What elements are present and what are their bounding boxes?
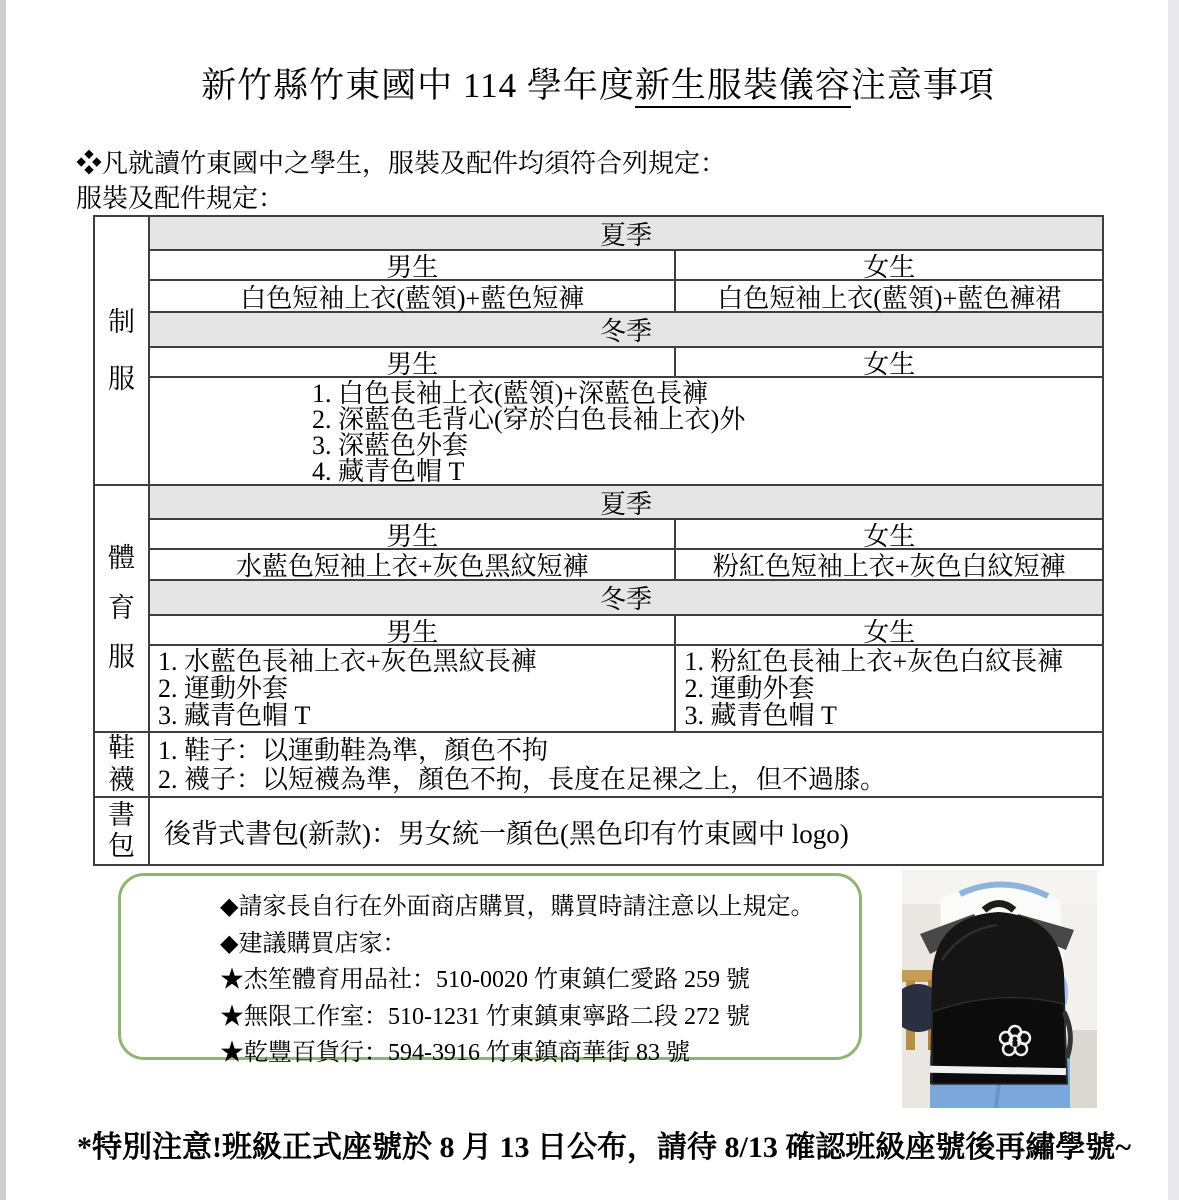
table-section-bag: [95, 798, 1102, 864]
uniform-winter-item: 2. 深藍色毛背心(穿於白色長袖上衣)外: [312, 405, 746, 434]
season-header-summer: 夏季: [150, 486, 1102, 518]
shoes-item: 1. 鞋子：以運動鞋為準，顏色不拘: [158, 736, 549, 765]
gender-header-male: 男生: [150, 348, 676, 376]
uniform-winter-header-row: [150, 313, 1102, 348]
uniform-winter-item: 1. 白色長袖上衣(藍領)+深藍色長褲: [312, 379, 708, 408]
right-edge-strip: [1168, 0, 1179, 1200]
row-header-pe: [95, 486, 150, 731]
uniform-summer-gender-row: [150, 251, 1102, 281]
purchase-store-line: ★無限工作室：510-1231 竹東鎮東寧路二段 272 號: [220, 1003, 750, 1030]
pe-summer-male: 水藍色短袖上衣+灰色黑紋短褲: [150, 550, 676, 579]
pe-winter-male-items: [150, 646, 676, 731]
gender-header-male: 男生: [150, 616, 676, 644]
row-header-uniform-label: 制服: [108, 306, 135, 394]
row-header-bag: [95, 798, 150, 864]
purchase-store-line: ★乾豐百貨行：594-3916 竹東鎮商華街 83 號: [220, 1040, 690, 1066]
uniform-summer-content-row: [150, 281, 1102, 313]
purchase-note-line: ◆建議購買店家：: [220, 930, 407, 957]
shoes-content-row: [150, 733, 1102, 796]
season-header-summer: 夏季: [150, 217, 1102, 249]
uniform-rows: [150, 217, 1102, 484]
uniform-summer-header-row: [150, 217, 1102, 251]
dress-code-table: [93, 215, 1104, 866]
shoes-rows: [150, 733, 1102, 796]
title-underlined: 新生服裝儀容: [635, 66, 851, 108]
row-header-pe-label: 體育服: [108, 542, 135, 673]
gender-header-female: 女生: [863, 349, 916, 379]
season-header-winter: 冬季: [150, 581, 1102, 614]
purchase-store-line: ★杰笙體育用品社：510-0020 竹東鎮仁愛路 259 號: [220, 967, 750, 993]
pe-winter-male-item: 3. 藏青色帽 T: [158, 701, 311, 730]
gender-header-female: 女生: [863, 252, 916, 282]
row-header-shoes-label: 鞋襪: [108, 733, 135, 795]
purchase-info-content: [121, 876, 859, 1072]
intro-line-2: 服裝及配件規定：: [76, 184, 285, 213]
uniform-winter-gender-row: [150, 348, 1102, 378]
gender-header-female: 女生: [863, 521, 916, 551]
left-edge-strip: [0, 0, 6, 1200]
bag-text: 後背式書包(新款)：男女統一顏色(黑色印有竹東國中 logo): [164, 818, 849, 849]
intro-text: [76, 146, 726, 216]
pe-winter-gender-row: [150, 616, 1102, 646]
intro-line-1: ❖凡就讀竹東國中之學生，服裝及配件均須符合列規定：: [76, 149, 727, 178]
pe-winter-female-item: 2. 運動外套: [684, 674, 815, 703]
purchase-note-line: ◆請家長自行在外面商店購買，購買時請注意以上規定。: [220, 894, 815, 920]
pe-winter-male-item: 1. 水藍色長袖上衣+灰色黑紋長褲: [158, 647, 537, 676]
uniform-summer-female: 白色短袖上衣(藍領)+藍色褲裙: [717, 283, 1062, 313]
row-header-uniform: [95, 217, 150, 484]
uniform-summer-male: 白色短袖上衣(藍領)+藍色短褲: [150, 281, 676, 311]
uniform-winter-item: 4. 藏青色帽 T: [312, 457, 465, 486]
bag-rows: [150, 798, 1102, 864]
pe-winter-female-items: [676, 646, 1102, 731]
shoes-item: 2. 襪子：以短襪為準，顏色不拘，長度在足裸之上，但不過膝。: [158, 765, 887, 794]
uniform-winter-item: 3. 深藍色外套: [312, 431, 469, 460]
bag-content-row: [150, 798, 1102, 864]
gender-header-male: 男生: [150, 251, 676, 279]
season-header-winter: 冬季: [150, 313, 1102, 346]
shoes-items: [150, 733, 1102, 796]
backpack-photo: [902, 870, 1097, 1108]
gender-header-female: 女生: [863, 617, 916, 647]
title-prefix: 新竹縣竹東國中 114 學年度: [201, 66, 635, 105]
uniform-winter-items: [150, 378, 1102, 484]
uniform-winter-content-row: [150, 378, 1102, 484]
pe-winter-female-item: 1. 粉紅色長袖上衣+灰色白紋長褲: [684, 647, 1064, 676]
pe-winter-content-row: [150, 646, 1102, 731]
table-section-pe: [95, 486, 1102, 733]
pe-winter-header-row: [150, 581, 1102, 616]
pe-winter-female-item: 3. 藏青色帽 T: [684, 701, 837, 730]
row-header-shoes: [95, 733, 150, 796]
footer-note: *特別注意!班級正式座號於 8 月 13 日公布，請待 8/13 確認班級座號後再繡學號~: [77, 1131, 1131, 1164]
purchase-info-box: [118, 873, 862, 1066]
table-section-shoes: [95, 733, 1102, 798]
title-suffix: 注意事項: [850, 66, 995, 105]
table-section-uniform: [95, 217, 1102, 486]
pe-winter-male-item: 2. 運動外套: [158, 674, 289, 703]
row-header-bag-label: 書包: [108, 799, 135, 861]
pe-summer-header-row: [150, 486, 1102, 520]
gender-header-male: 男生: [150, 520, 676, 548]
pe-summer-female: 粉紅色短袖上衣+灰色白紋短褲: [712, 552, 1066, 581]
pe-summer-content-row: [150, 550, 1102, 581]
page-title: [93, 58, 1103, 108]
pe-rows: [150, 486, 1102, 731]
